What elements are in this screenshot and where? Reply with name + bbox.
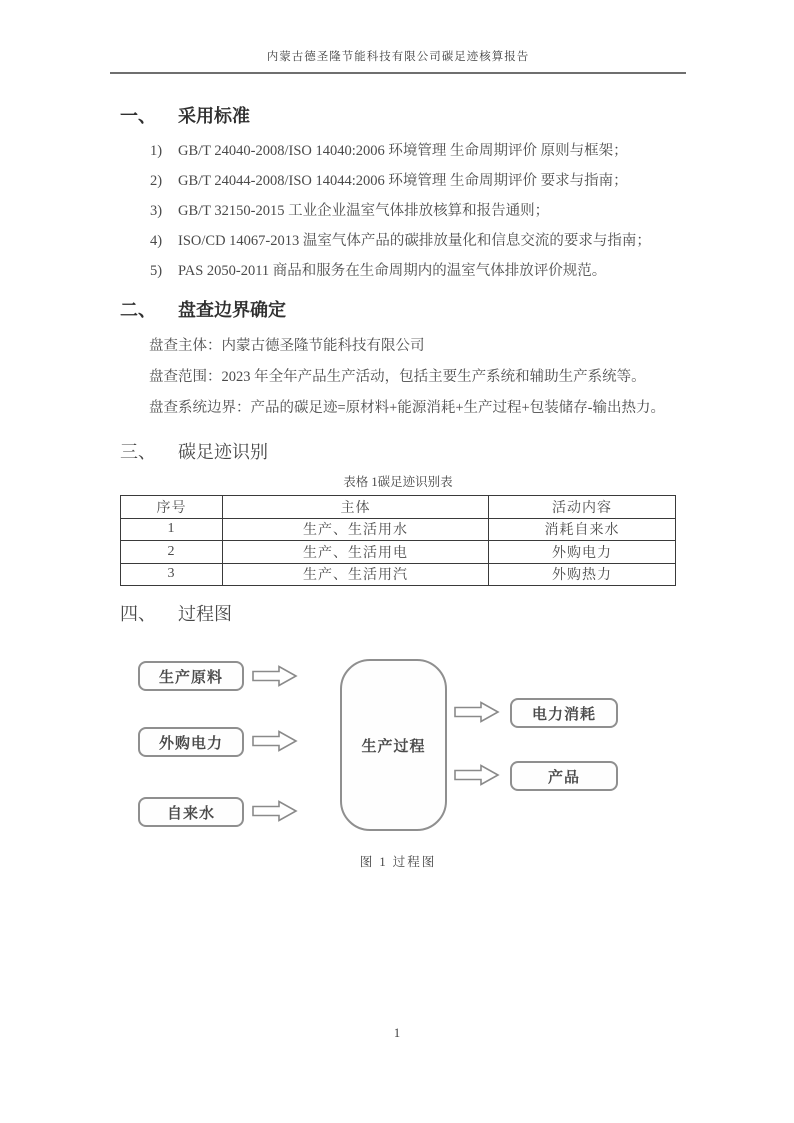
list-item-marker: 1) <box>150 143 163 159</box>
list-item-text: GB/T 24044-2008/ISO 14044:2006 环境管理 生命周期评价 要求与指南； <box>178 173 628 189</box>
table-cell: 1 <box>121 518 223 541</box>
table-cell: 生产、生活用电 <box>223 541 489 564</box>
diagram-process-box: 生产过程 <box>340 659 447 831</box>
running-header <box>120 0 676 74</box>
table-cell: 2 <box>121 541 223 564</box>
carbon-footprint-table <box>120 495 676 586</box>
table-row <box>121 563 676 586</box>
list-item-marker: 3) <box>150 203 163 219</box>
diagram-output-electricity-consumption: 电力消耗 <box>510 698 618 728</box>
section-2-heading <box>120 298 676 322</box>
running-header-title: 内蒙古德圣隆节能科技有限公司碳足迹核算报告 <box>266 51 530 63</box>
section-1-number: 一、 <box>120 106 156 126</box>
table-header-cell: 活动内容 <box>488 496 675 519</box>
section-2-title: 盘查边界确定 <box>178 300 286 320</box>
list-item <box>120 136 676 166</box>
paragraph: 盘查系统边界：产品的碳足迹=原材料+能源消耗+生产过程+包装储存-输出热力。 <box>149 400 666 416</box>
table-row <box>121 541 676 564</box>
table-header-cell: 主体 <box>223 496 489 519</box>
list-item-text: PAS 2050-2011 商品和服务在生命周期内的温室气体排放评价规范。 <box>178 263 607 279</box>
section-2-number: 二、 <box>120 300 156 320</box>
table-cell: 3 <box>121 563 223 586</box>
list-item-text: GB/T 32150-2015 工业企业温室气体排放核算和报告通则； <box>178 203 550 219</box>
table-header-cell: 序号 <box>121 496 223 519</box>
table-caption: 表格 1碳足迹识别表 <box>343 475 453 489</box>
table-cell: 消耗自来水 <box>488 518 675 541</box>
section-1-title: 采用标准 <box>178 106 250 126</box>
diagram-input-tap-water: 自来水 <box>138 797 244 827</box>
flow-arrow-right-icon <box>252 800 298 822</box>
figure-caption: 图 1 过程图 <box>359 855 437 869</box>
list-item <box>120 226 676 256</box>
list-item <box>120 196 676 226</box>
diagram-input-raw-materials: 生产原料 <box>138 661 244 691</box>
table-cell: 外购热力 <box>488 563 675 586</box>
table-header-row <box>121 496 676 519</box>
header-divider <box>110 72 686 74</box>
section-2-body <box>120 331 676 424</box>
paragraph: 盘查范围：2023 年全年产品生产活动，包括主要生产系统和辅助生产系统等。 <box>149 369 646 385</box>
section-4-heading <box>120 602 676 626</box>
list-item-text: ISO/CD 14067-2013 温室气体产品的碳排放量化和信息交流的要求与指南； <box>178 233 651 249</box>
list-item <box>120 166 676 196</box>
flow-arrow-right-icon <box>252 730 298 752</box>
table-row <box>121 518 676 541</box>
section-3-heading <box>120 440 676 464</box>
flow-arrow-right-icon <box>454 764 500 786</box>
section-4-title: 过程图 <box>178 604 232 624</box>
list-item-marker: 5) <box>150 263 163 279</box>
page-number: 1 <box>393 1026 401 1040</box>
diagram-input-purchased-electricity: 外购电力 <box>138 727 244 757</box>
table-cell: 生产、生活用水 <box>223 518 489 541</box>
paragraph: 盘查主体：内蒙古德圣隆节能科技有限公司 <box>149 338 425 354</box>
section-3-title: 碳足迹识别 <box>178 442 268 462</box>
standards-list <box>120 136 676 286</box>
list-item-marker: 2) <box>150 173 163 189</box>
table-cell: 生产、生活用汽 <box>223 563 489 586</box>
section-1-heading <box>120 104 676 128</box>
flow-arrow-right-icon <box>454 701 500 723</box>
section-4-number: 四、 <box>120 604 156 624</box>
list-item-marker: 4) <box>150 233 163 249</box>
process-flow-diagram <box>120 654 676 838</box>
flow-arrow-right-icon <box>252 665 298 687</box>
diagram-output-product: 产品 <box>510 761 618 791</box>
list-item <box>120 256 676 286</box>
section-3-number: 三、 <box>120 442 156 462</box>
list-item-text: GB/T 24040-2008/ISO 14040:2006 环境管理 生命周期评价 原则与框架； <box>178 143 628 159</box>
table-cell: 外购电力 <box>488 541 675 564</box>
